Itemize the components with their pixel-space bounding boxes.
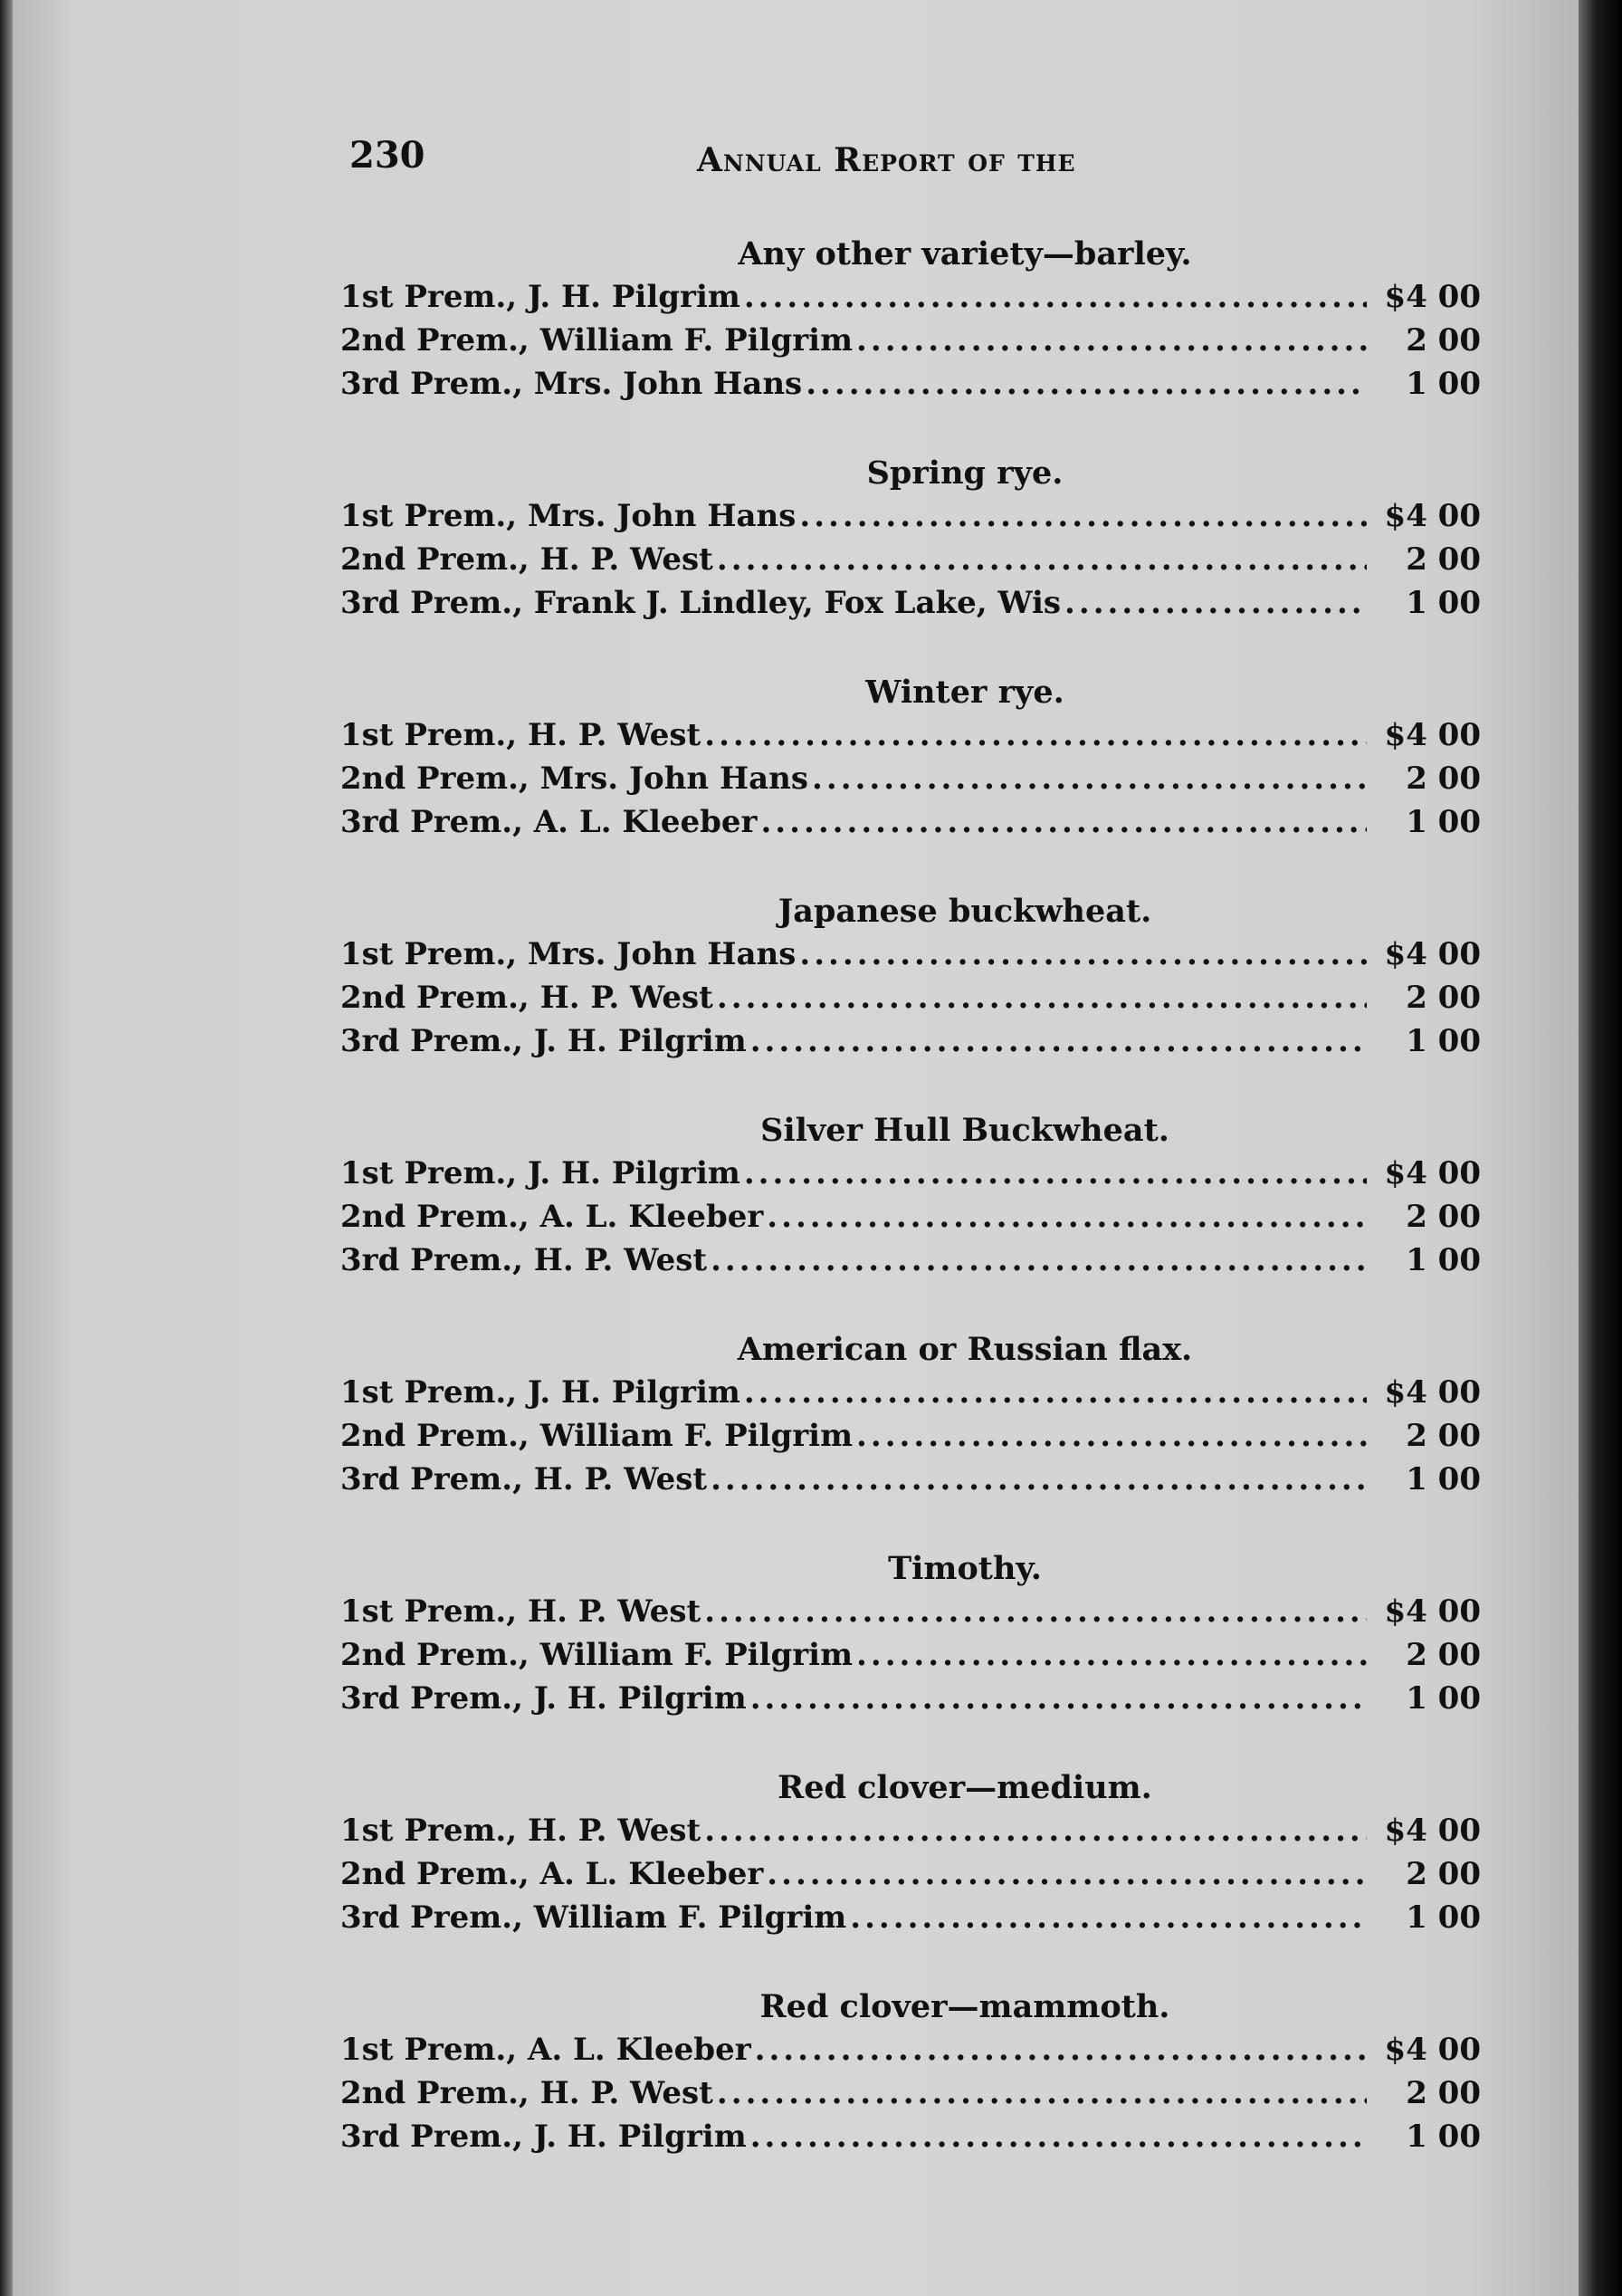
entry-label: 3rd Prem., Mrs. John Hans [340, 366, 803, 402]
dot-leader [755, 2028, 1367, 2071]
entry-label: 2nd Prem., H. P. West [340, 980, 713, 1016]
entry-label: 1st Prem., J. H. Pilgrim [340, 279, 740, 315]
running-title: Annual Report of the [697, 141, 1076, 179]
dot-leader [711, 1239, 1367, 1282]
premium-section [340, 1329, 1481, 1501]
entry-label: 1st Prem., H. P. West [340, 1813, 701, 1849]
entry-amount: 1 00 [1406, 2119, 1481, 2155]
dot-leader [806, 362, 1367, 406]
premium-entry [340, 1019, 1481, 1063]
entry-label: 2nd Prem., William F. Pilgrim [340, 1637, 854, 1673]
entry-label: 1st Prem., Mrs. John Hans [340, 498, 797, 534]
entry-label: 1st Prem., H. P. West [340, 717, 701, 753]
dot-leader [704, 713, 1367, 757]
entry-amount: 1 00 [1406, 804, 1481, 840]
dot-leader [856, 1414, 1367, 1458]
entry-label: 1st Prem., J. H. Pilgrim [340, 1155, 740, 1191]
dot-leader [850, 1896, 1367, 1939]
entry-amount: 1 00 [1406, 1242, 1481, 1278]
premium-section [340, 672, 1481, 844]
entry-amount: 1 00 [1406, 1899, 1481, 1936]
dot-leader [704, 1590, 1367, 1633]
section-title: Silver Hull Buckwheat. [760, 1112, 1169, 1149]
entry-label: 3rd Prem., William F. Pilgrim [340, 1899, 847, 1936]
entry-amount: 2 00 [1406, 1199, 1481, 1235]
dot-leader [744, 1371, 1367, 1414]
dot-leader [750, 2115, 1367, 2158]
entry-label: 1st Prem., H. P. West [340, 1593, 701, 1630]
entry-label: 2nd Prem., Mrs. John Hans [340, 761, 809, 797]
entry-amount: 1 00 [1406, 1023, 1481, 1059]
entry-label: 2nd Prem., William F. Pilgrim [340, 322, 854, 359]
entry-label: 3rd Prem., J. H. Pilgrim [340, 1023, 747, 1059]
entry-amount: 1 00 [1406, 366, 1481, 402]
section-title: Timothy. [888, 1550, 1042, 1587]
entry-amount: $4 00 [1384, 279, 1481, 315]
premium-entry [340, 713, 1481, 757]
entry-amount: 1 00 [1406, 1680, 1481, 1717]
dot-leader [704, 1809, 1367, 1852]
entry-amount: 2 00 [1406, 761, 1481, 797]
entry-label: 1st Prem., A. L. Kleeber [340, 2032, 751, 2068]
premium-entry [340, 1896, 1481, 1939]
premium-entry [340, 976, 1481, 1019]
entry-label: 3rd Prem., A. L. Kleeber [340, 804, 758, 840]
section-title: American or Russian flax. [737, 1331, 1193, 1368]
premium-entry [340, 1195, 1481, 1239]
premium-entry [340, 362, 1481, 406]
premium-entry [340, 757, 1481, 800]
entry-amount: 1 00 [1406, 585, 1481, 621]
entry-label: 3rd Prem., J. H. Pilgrim [340, 2119, 747, 2155]
entry-label: 2nd Prem., H. P. West [340, 2075, 713, 2111]
premium-entry [340, 1152, 1481, 1195]
page-right-edge [1579, 0, 1622, 2296]
entry-label: 3rd Prem., J. H. Pilgrim [340, 1680, 747, 1717]
section-title: Red clover—medium. [778, 1769, 1152, 1806]
entry-label: 2nd Prem., H. P. West [340, 541, 713, 578]
document-page [13, 0, 1588, 2296]
premium-section [340, 891, 1481, 1063]
entry-amount: 2 00 [1406, 1418, 1481, 1454]
dot-leader [717, 2071, 1367, 2115]
entry-amount: $4 00 [1384, 1593, 1481, 1630]
entry-amount: $4 00 [1384, 1813, 1481, 1849]
entry-amount: 2 00 [1406, 1856, 1481, 1892]
dot-leader [812, 757, 1367, 800]
entry-amount: $4 00 [1384, 2032, 1481, 2068]
entry-label: 3rd Prem., H. P. West [340, 1461, 708, 1497]
entry-label: 1st Prem., Mrs. John Hans [340, 936, 797, 972]
entry-label: 3rd Prem., H. P. West [340, 1242, 708, 1278]
premium-entry [340, 933, 1481, 976]
section-title: Japanese buckwheat. [778, 893, 1152, 930]
entry-amount: 2 00 [1406, 2075, 1481, 2111]
dot-leader [767, 1852, 1367, 1896]
premium-entry [340, 1590, 1481, 1633]
premium-entry [340, 800, 1481, 844]
section-title: Spring rye. [866, 454, 1064, 492]
premium-entry [340, 275, 1481, 319]
premium-entry [340, 1371, 1481, 1414]
entry-label: 2nd Prem., A. L. Kleeber [340, 1199, 764, 1235]
premium-entry [340, 1809, 1481, 1852]
premium-entry [340, 538, 1481, 581]
dot-leader [856, 1633, 1367, 1677]
entry-amount: $4 00 [1384, 936, 1481, 972]
premium-entry [340, 1852, 1481, 1896]
premium-section [340, 1548, 1481, 1720]
dot-leader [744, 275, 1367, 319]
entry-amount: $4 00 [1384, 717, 1481, 753]
dot-leader [799, 494, 1367, 538]
section-title: Any other variety—barley. [738, 235, 1192, 273]
premium-entry [340, 581, 1481, 625]
premium-section [340, 1767, 1481, 1939]
entry-label: 1st Prem., J. H. Pilgrim [340, 1374, 740, 1411]
dot-leader [744, 1152, 1367, 1195]
entry-amount: 2 00 [1406, 1637, 1481, 1673]
premium-entry [340, 1239, 1481, 1282]
dot-leader [856, 319, 1367, 362]
premium-entry [340, 1677, 1481, 1720]
entry-label: 2nd Prem., William F. Pilgrim [340, 1418, 854, 1454]
entry-amount: 2 00 [1406, 541, 1481, 578]
premium-list [340, 234, 1481, 2205]
premium-entry [340, 1458, 1481, 1501]
entry-label: 3rd Prem., Frank J. Lindley, Fox Lake, Wis [340, 585, 1062, 621]
page-left-edge [0, 0, 13, 2296]
dot-leader [750, 1019, 1367, 1063]
premium-entry [340, 2028, 1481, 2071]
page-header [349, 134, 1137, 188]
section-title: Winter rye. [865, 674, 1064, 711]
dot-leader [760, 800, 1367, 844]
entry-amount: $4 00 [1384, 1155, 1481, 1191]
entry-amount: $4 00 [1384, 498, 1481, 534]
dot-leader [750, 1677, 1367, 1720]
premium-section [340, 453, 1481, 625]
premium-entry [340, 1414, 1481, 1458]
dot-leader [799, 933, 1367, 976]
entry-amount: 2 00 [1406, 322, 1481, 359]
dot-leader [767, 1195, 1367, 1239]
entry-label: 2nd Prem., A. L. Kleeber [340, 1856, 764, 1892]
dot-leader [717, 976, 1367, 1019]
dot-leader [1064, 581, 1367, 625]
premium-entry [340, 1633, 1481, 1677]
premium-section [340, 234, 1481, 406]
entry-amount: 2 00 [1406, 980, 1481, 1016]
premium-entry [340, 2071, 1481, 2115]
entry-amount: 1 00 [1406, 1461, 1481, 1497]
premium-entry [340, 494, 1481, 538]
premium-entry [340, 2115, 1481, 2158]
dot-leader [711, 1458, 1367, 1501]
page-number: 230 [349, 134, 425, 177]
section-title: Red clover—mammoth. [759, 1988, 1170, 2025]
premium-section [340, 1986, 1481, 2158]
premium-section [340, 1110, 1481, 1282]
dot-leader [717, 538, 1367, 581]
entry-amount: $4 00 [1384, 1374, 1481, 1411]
premium-entry [340, 319, 1481, 362]
